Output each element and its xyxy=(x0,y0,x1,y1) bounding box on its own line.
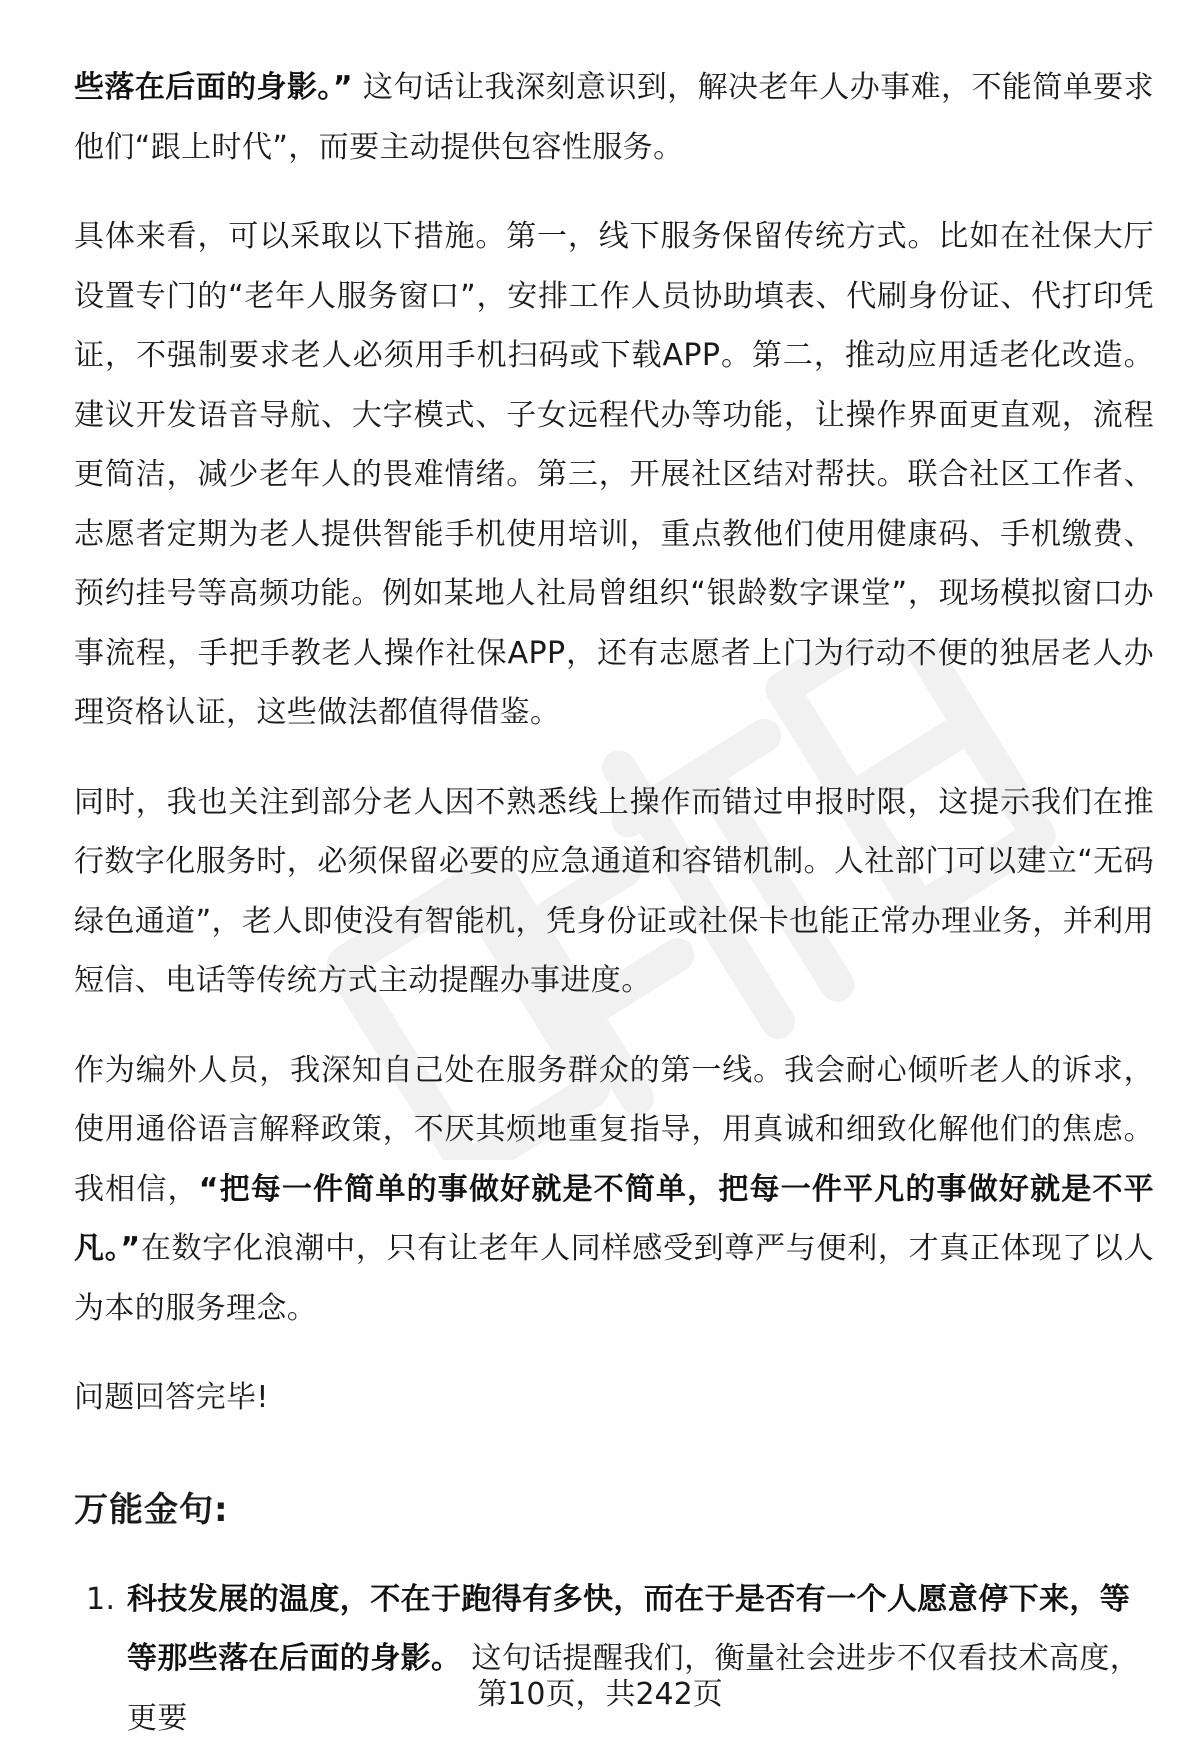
paragraph-4 xyxy=(74,1041,1154,1339)
section-heading: 万能金句: xyxy=(74,1489,229,1530)
page-footer: 第10页，共242页 xyxy=(477,1677,723,1712)
paragraph-text: 作为编外人员，我深知自己处在服务群众的第一线。我会耐心倾听老人的诉求，使用通俗语言解释政策，不厌其烦地重复指导，用真诚和细致化解他们的焦虑。我相信， xyxy=(74,1052,1154,1207)
paragraph-3 xyxy=(74,773,1154,1011)
bold-quote-end: 些落在后面的身影。” xyxy=(74,70,353,105)
paragraph-text: 在数字化浪潮中，只有让老年人同样感受到尊严与便利，才真正体现了以人为本的服务理念。 xyxy=(74,1231,1154,1326)
bold-quote: “把每一件简单的事做好就是不简单，把每一件平凡的事做好就是不平凡。” xyxy=(74,1171,1154,1266)
list-item xyxy=(74,1570,1154,1749)
paragraph-text: 同时，我也关注到部分老人因不熟悉线上操作而错过申报时限，这提示我们在推行数字化服务时，必须保留必要的应急通道和容错机制。人社部门可以建立“无码绿色通道”，老人即使没有智能机，凭身份证或社保卡也能正常办理业务，并利用短信、电话等传统方式主动提醒办事进度。 xyxy=(74,784,1154,998)
paragraph-text: 具体来看，可以采取以下措施。第一，线下服务保留传统方式。比如在社保大厅设置专门的“老年人服务窗口”，安排工作人员协助填表、代刷身份证、代打印凭证，不强制要求老人必须用手机扫码或下载APP。第二，推动应用适老化改造。建议开发语音导航、大字模式、子女远程代办等功能，让操作界面更直观，流程更简洁，减少老年人的畏难情绪。第三，开展社区结对帮扶。联合社区工作者、志愿者定期为老人提供智能手机使用培训，重点教他们使用健康码、手机缴费、预约挂号等高频功能。例如某地人社局曾组织“银龄数字课堂”，现场模拟窗口办事流程，手把手教老人操作社保APP，还有志愿者上门为行动不便的独居老人办理资格认证，这些做法都值得借鉴。 xyxy=(74,219,1154,730)
paragraph-1 xyxy=(74,58,1154,177)
paragraph-2 xyxy=(74,207,1154,743)
document-body xyxy=(74,58,1154,1748)
list-item-bold: 科技发展的温度，不在于跑得有多快，而在于是否有一个人愿意停下来，等等那些落在后面的身影。 xyxy=(127,1581,1131,1676)
list-item-text: 这句话提醒我们，衡量社会进步不仅看技术高度，更要 xyxy=(127,1641,1141,1736)
list-number: 1. xyxy=(86,1581,116,1617)
paragraph-5 xyxy=(74,1368,1154,1428)
closing-text: 问题回答完毕! xyxy=(74,1380,269,1415)
golden-quotes-list xyxy=(74,1570,1154,1749)
paragraph-text: 这句话让我深刻意识到，解决老年人办事难，不能简单要求他们“跟上时代”，而要主动提供包容性服务。 xyxy=(74,70,1155,165)
